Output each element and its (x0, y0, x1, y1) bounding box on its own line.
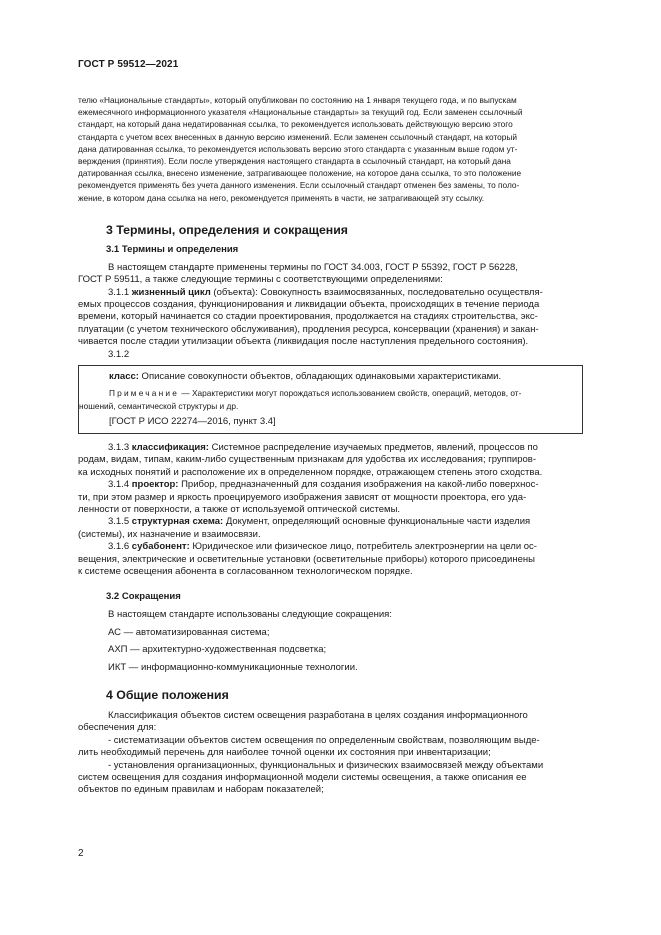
note (109, 387, 573, 399)
text-line: плуатации (с учетом технического обслуживания), продления ресурса, консервации (хранения) и закан- (78, 323, 539, 335)
subsection-3-2-heading: 3.2 Сокращения (106, 591, 181, 603)
term-definition: Описание совокупности объектов, обладающих одинаковыми характеристиками. (138, 371, 502, 383)
text-line: систем освещения для создания информационной модели системы освещения, а также описания ее (78, 772, 527, 784)
text-line: - систематизации объектов систем освещения по определенным свойствам, позволяющим выде- (108, 734, 540, 746)
text-line: к системе освещения абонента в согласованном технологическом порядке. (78, 565, 413, 577)
text-line: - установления организационных, функциональных и физических взаимосвязей между объектами (108, 759, 544, 771)
term-number: 3.1.4 (108, 479, 130, 491)
section-4-paragraph (78, 710, 583, 735)
page-content (78, 94, 583, 797)
term-number: 3.1.1 (108, 286, 130, 298)
term-number: 3.1.6 (108, 541, 130, 553)
term-definition: Прибор, предназначенный для создания изображения на какой-либо поверхнос- (178, 479, 539, 491)
note-label: Примечание (109, 388, 180, 399)
terms-intro (78, 262, 583, 287)
text-line: обеспечения для: (78, 722, 157, 734)
abbreviations-intro: В настоящем стандарте использованы следующие сокращения: (108, 609, 392, 621)
document-header: ГОСТ Р 59512—2021 (78, 59, 179, 70)
term-definition: (объекта): Совокупность взаимосвязанных, последовательно осуществля- (210, 286, 543, 298)
abbreviation-item: АС — автоматизированная система; (108, 626, 270, 638)
term-3-1-5 (78, 516, 583, 541)
term-definition: Юридическое или физическое лицо, потребитель электроэнергии на цели ос- (189, 541, 537, 553)
abbreviation-item: АХП — архитектурно-художественная подсветка; (108, 644, 327, 656)
abbreviation-item: ИКТ — информационно-коммуникационные технологии. (108, 661, 358, 673)
term-3-1-6 (78, 541, 583, 578)
text-line: верждения (принятия). Если после утверждения настоящего стандарта в ссылочный стандарт, на который дана (78, 156, 511, 167)
term-3-1-1 (78, 287, 583, 349)
text-line: ГОСТ Р 59511, а также следующие термины с соответствующими определениями: (78, 274, 443, 286)
note-text: — Характеристики могут порождаться использованием свойств, операций, методов, от- (179, 388, 522, 399)
term-name: субабонент: (131, 541, 190, 553)
term-3-1-2-box (78, 365, 583, 434)
text-line: Классификация объектов систем освещения разработана в целях создания информационного (108, 709, 528, 721)
text-line: стандарт, на который дана недатированная ссылка, то рекомендуется использовать действующую версию этого (78, 119, 513, 130)
text-line: времени, который начинается со стадии проектирования, продолжается на стадиях строительства, экс- (78, 311, 538, 323)
term-3-1-2-number: 3.1.2 (108, 348, 130, 360)
text-line: родам, видам, типам, каким-либо существенным признакам для удобства их исследования; группиров- (78, 454, 536, 466)
page-number: 2 (78, 848, 84, 859)
section-3-heading: 3 Термины, определения и сокращения (106, 222, 348, 237)
term-name: жизненный цикл (131, 286, 211, 298)
text-line: вещения, электрические и осветительные установки (осветительные приборы) которого присоединены (78, 553, 535, 565)
text-line: (системы), их назначение и взаимосвязи. (78, 528, 261, 540)
subsection-3-1-heading: 3.1 Термины и определения (106, 243, 239, 255)
text-line: чивается после стадии утилизации объекта (ликвидация после наступления предельного состояния). (78, 336, 529, 348)
text-line: рекомендуется применять без учета данного изменения. Если ссылочный стандарт отменен без замены, то поло- (78, 180, 520, 191)
text-line: ежемесячного информационного указателя «Национальные стандарты» за текущий год. Если заменен ссылочный (78, 107, 523, 118)
term-definition: Системное распределение изучаемых предметов, явлений, процессов по (208, 441, 538, 453)
term-name: классификация: (131, 441, 209, 453)
intro-paragraph (78, 94, 583, 204)
text-line: лить необходимый перечень для наиболее точной оценки их состояния при инвентаризации; (78, 747, 491, 759)
term-name: класс: (109, 371, 139, 383)
text-line: ка исходных понятий и расположение их в определенном порядке, отражающем степень этого сходства. (78, 466, 543, 478)
section-4-heading: 4 Общие положения (106, 687, 229, 702)
bullet-item (78, 760, 583, 797)
term-3-1-3 (78, 442, 583, 479)
term-source-reference: [ГОСТ Р ИСО 22274—2016, пункт 3.4] (109, 415, 276, 427)
text-line: емых процессов создания, функционирования и ликвидации объекта, происходящих в течение периода (78, 299, 540, 311)
text-line: В настоящем стандарте применены термины по ГОСТ 34.003, ГОСТ Р 55392, ГОСТ Р 56228, (108, 261, 518, 273)
text-line: дана датированная ссылка, то рекомендуется использовать версию этого стандарта с указанным выше годом ут- (78, 143, 518, 154)
term-definition: Документ, определяющий основные функциональные части изделия (223, 516, 531, 528)
text-line: датированная ссылка, внесено изменение, затрагивающее положение, на которое дана ссылка, то это положение (78, 168, 522, 179)
term-number: 3.1.3 (108, 441, 130, 453)
text-line: ти, при этом размер и яркость проецируемого изображения зависят от мощности проектора, его уда- (78, 491, 527, 503)
term-name: проектор: (131, 479, 179, 491)
text-line: жение, в котором дана ссылка на него, рекомендуется применять в части, не затрагивающей эту ссылку. (78, 192, 485, 203)
text-line: объектов по единым правилам и наборам показателей; (78, 784, 324, 796)
note-continuation: ношений, семантической структуры и др. (79, 400, 239, 411)
text-line: телю «Национальные стандарты», который опубликован по состоянию на 1 января текущего года, и по выпускам (78, 95, 517, 105)
text-line: ленности от поверхности, а также от используемой оптической системы. (78, 503, 401, 515)
term-3-1-4 (78, 479, 583, 516)
text-line: стандарта с учетом всех внесенных в данную версию изменений. Если заменен ссылочный стандарт, на который (78, 131, 517, 142)
term-number: 3.1.5 (108, 516, 130, 528)
bullet-item (78, 735, 583, 760)
term-name: структурная схема: (131, 516, 224, 528)
